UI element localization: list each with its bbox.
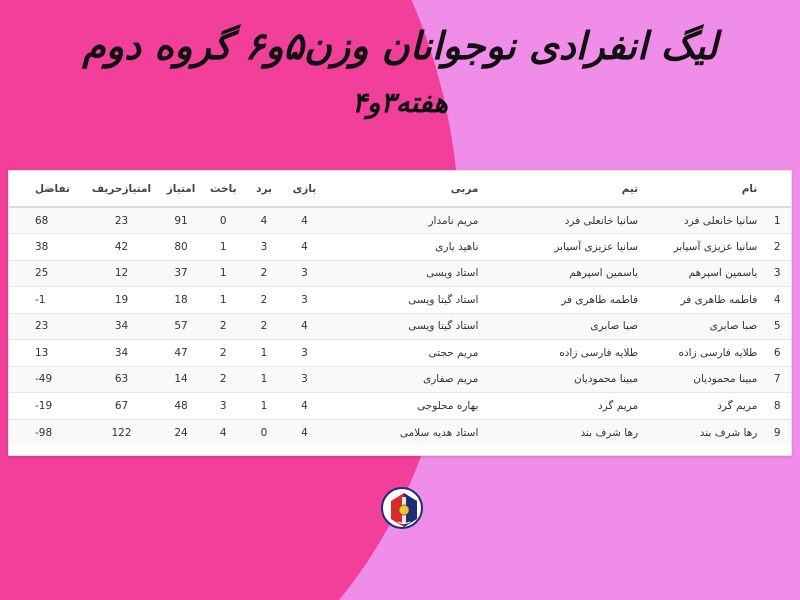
cell-lost: 0 <box>203 207 244 234</box>
header-points[interactable]: امتیاز <box>159 171 202 207</box>
cell-index: 7 <box>763 366 791 393</box>
cell-coach: استاد هدیه سلامی <box>325 419 485 446</box>
cell-lost: 3 <box>203 393 244 420</box>
table-row <box>9 419 791 446</box>
federation-emblem-icon <box>383 489 423 529</box>
cell-played: 3 <box>284 366 324 393</box>
cell-team: سانیا عزیزی آسیابر <box>484 234 644 261</box>
cell-team: طلایه فارسی زاده <box>484 340 644 367</box>
cell-name: طلایه فارسی زاده <box>644 340 763 367</box>
cell-lost: 1 <box>203 234 244 261</box>
cell-diff: 13 <box>9 340 84 367</box>
standings-table-card <box>8 170 792 456</box>
cell-points: 18 <box>159 287 202 314</box>
table-body <box>9 207 791 446</box>
standings-table <box>9 171 791 446</box>
header-lost[interactable]: باخت <box>203 171 244 207</box>
cell-coach: بهاره محلوجی <box>325 393 485 420</box>
cell-opp-points: 23 <box>84 207 160 234</box>
cell-team: مریم گرد <box>484 393 644 420</box>
cell-team: صبا صابری <box>484 313 644 340</box>
federation-logo <box>381 487 423 529</box>
cell-index: 2 <box>763 234 791 261</box>
cell-diff: 68 <box>9 207 84 234</box>
cell-name: مبینا محمودیان <box>644 366 763 393</box>
cell-opp-points: 42 <box>84 234 160 261</box>
header-opp-points[interactable]: امتیازحریف <box>84 171 160 207</box>
cell-diff: 25 <box>9 260 84 287</box>
cell-team: یاسمین اسپرهم <box>484 260 644 287</box>
cell-lost: 4 <box>203 419 244 446</box>
cell-won: 2 <box>244 260 284 287</box>
cell-team: مبینا محمودیان <box>484 366 644 393</box>
table-row <box>9 260 791 287</box>
cell-opp-points: 67 <box>84 393 160 420</box>
cell-name: رها شرف بند <box>644 419 763 446</box>
header-index <box>763 171 791 207</box>
cell-index: 1 <box>763 207 791 234</box>
cell-points: 48 <box>159 393 202 420</box>
header-won[interactable]: برد <box>244 171 284 207</box>
page-title: لیگ انفرادی نوجوانان وزن۵و۶ گروه دوم <box>82 24 718 68</box>
cell-index: 8 <box>763 393 791 420</box>
cell-won: 4 <box>244 207 284 234</box>
cell-index: 4 <box>763 287 791 314</box>
cell-coach: استاد گیتا ویسی <box>325 313 485 340</box>
cell-points: 14 <box>159 366 202 393</box>
cell-won: 2 <box>244 313 284 340</box>
cell-index: 9 <box>763 419 791 446</box>
cell-won: 0 <box>244 419 284 446</box>
cell-played: 3 <box>284 260 324 287</box>
cell-name: سانیا عزیزی آسیابر <box>644 234 763 261</box>
cell-opp-points: 34 <box>84 340 160 367</box>
cell-won: 1 <box>244 393 284 420</box>
cell-coach: مریم صفاری <box>325 366 485 393</box>
cell-team: رها شرف بند <box>484 419 644 446</box>
table-row <box>9 313 791 340</box>
cell-played: 4 <box>284 207 324 234</box>
cell-team: سانیا خانعلی فرد <box>484 207 644 234</box>
page-subtitle: هفته۳و۴ <box>351 86 448 119</box>
cell-points: 80 <box>159 234 202 261</box>
cell-coach: ناهید یاری <box>325 234 485 261</box>
table-row <box>9 287 791 314</box>
cell-lost: 1 <box>203 260 244 287</box>
cell-won: 1 <box>244 340 284 367</box>
cell-lost: 2 <box>203 366 244 393</box>
cell-opp-points: 19 <box>84 287 160 314</box>
cell-lost: 2 <box>203 313 244 340</box>
cell-diff: 49- <box>9 366 84 393</box>
cell-lost: 2 <box>203 340 244 367</box>
table-row <box>9 366 791 393</box>
cell-diff: 98- <box>9 419 84 446</box>
cell-points: 24 <box>159 419 202 446</box>
table-row <box>9 340 791 367</box>
cell-opp-points: 12 <box>84 260 160 287</box>
cell-lost: 1 <box>203 287 244 314</box>
table-row <box>9 207 791 234</box>
header-played[interactable]: بازی <box>284 171 324 207</box>
cell-won: 3 <box>244 234 284 261</box>
table-row <box>9 234 791 261</box>
cell-diff: 38 <box>9 234 84 261</box>
cell-coach: مریم حجتی <box>325 340 485 367</box>
cell-diff: 1- <box>9 287 84 314</box>
header-diff[interactable]: تفاضل <box>9 171 84 207</box>
table-row <box>9 393 791 420</box>
cell-name: مریم گرد <box>644 393 763 420</box>
cell-index: 5 <box>763 313 791 340</box>
cell-coach: استاد ویسی <box>325 260 485 287</box>
cell-team: فاطمه طاهری فر <box>484 287 644 314</box>
cell-diff: 19- <box>9 393 84 420</box>
header-name[interactable]: نام <box>644 171 763 207</box>
cell-played: 3 <box>284 340 324 367</box>
cell-points: 57 <box>159 313 202 340</box>
cell-name: فاطمه طاهری فر <box>644 287 763 314</box>
table-header-row <box>9 171 791 207</box>
cell-points: 91 <box>159 207 202 234</box>
header-team[interactable]: تیم <box>484 171 644 207</box>
cell-played: 4 <box>284 419 324 446</box>
cell-opp-points: 122 <box>84 419 160 446</box>
cell-index: 6 <box>763 340 791 367</box>
cell-points: 47 <box>159 340 202 367</box>
cell-index: 3 <box>763 260 791 287</box>
cell-won: 1 <box>244 366 284 393</box>
cell-played: 4 <box>284 234 324 261</box>
cell-opp-points: 63 <box>84 366 160 393</box>
cell-played: 4 <box>284 393 324 420</box>
cell-name: یاسمین اسپرهم <box>644 260 763 287</box>
cell-played: 4 <box>284 313 324 340</box>
header-coach[interactable]: مربی <box>325 171 485 207</box>
cell-name: سانیا خانعلی فرد <box>644 207 763 234</box>
cell-played: 3 <box>284 287 324 314</box>
cell-opp-points: 34 <box>84 313 160 340</box>
cell-coach: استاد گیتا ویسی <box>325 287 485 314</box>
cell-name: صبا صابری <box>644 313 763 340</box>
cell-points: 37 <box>159 260 202 287</box>
cell-coach: مریم نامدار <box>325 207 485 234</box>
cell-won: 2 <box>244 287 284 314</box>
cell-diff: 23 <box>9 313 84 340</box>
